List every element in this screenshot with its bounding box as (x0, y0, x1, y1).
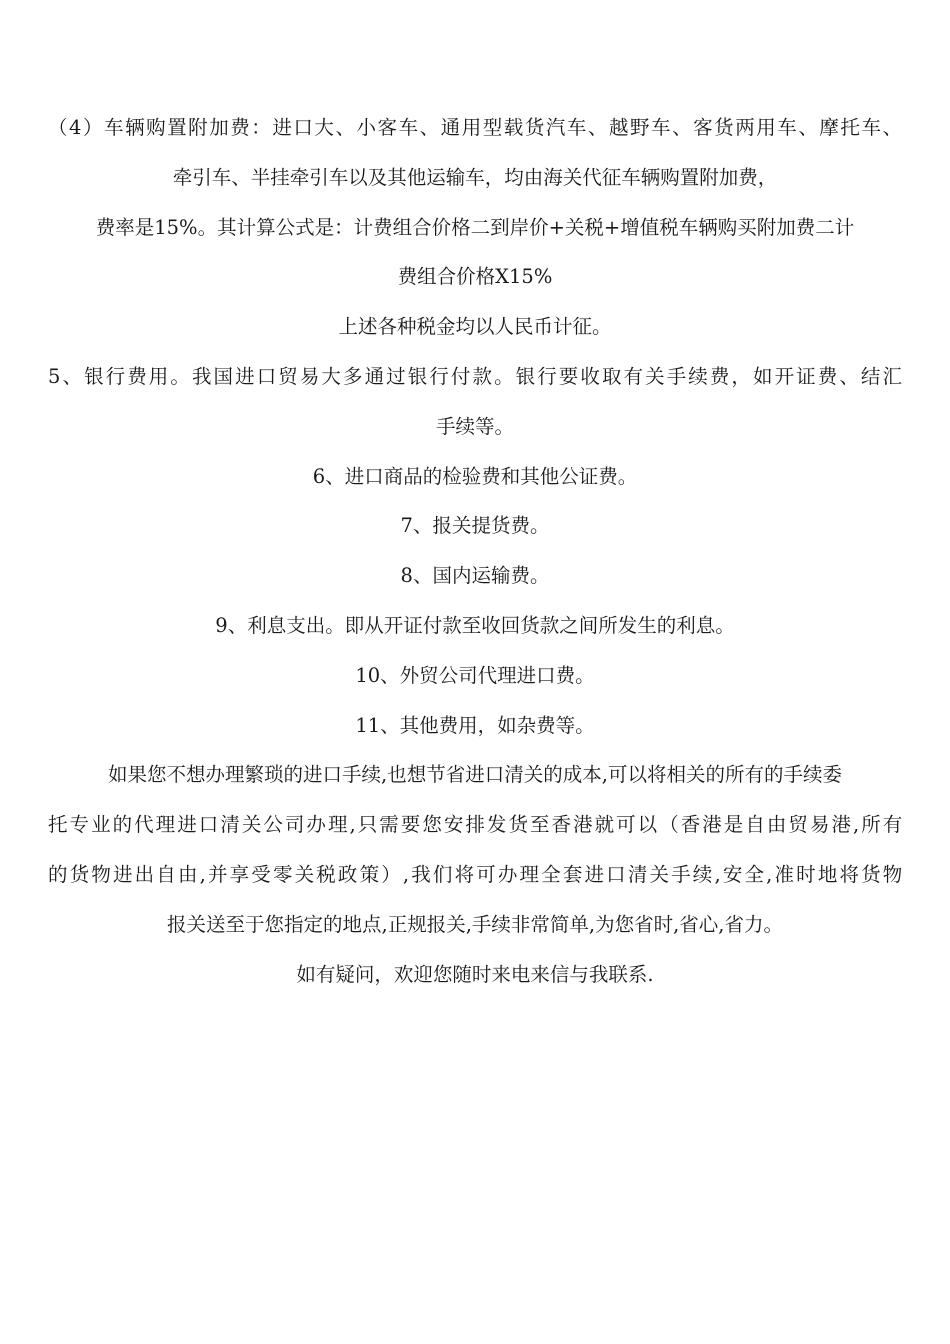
list-item: 11、其他费用，如杂费等。 (355, 713, 595, 737)
list-item: 6、进口商品的检验费和其他公证费。 (312, 464, 638, 488)
paragraph-line: 如果您不想办理繁琐的进口手续,也想节省进口清关的成本,可以将相关的所有的手续委 (108, 763, 842, 787)
list-item: 8、国内运输费。 (400, 564, 550, 588)
paragraph-line: （4）车辆购置附加费：进口大、小客车、通用型载货汽车、越野车、客货两用车、摩托车、 (48, 116, 902, 139)
list-item: 7、报关提货费。 (400, 514, 550, 538)
paragraph-line: 上述各种税金均以人民币计征。 (338, 315, 612, 339)
list-item: 9、利息支出。即从开证付款至收回货款之间所发生的利息。 (215, 613, 735, 637)
paragraph-line: 托专业的代理进口清关公司办理,只需要您安排发货至香港就可以（香港是自由贸易港,所有 (48, 813, 902, 837)
paragraph-line: 费组合价格X15% (397, 265, 553, 289)
paragraph-line: 的货物进出自由,并享受零关税政策）,我们将可办理全套进口清关手续,安全,准时地将货物 (48, 862, 902, 886)
paragraph-line: 报关送至于您指定的地点,正规报关,手续非常简单,为您省时,省心,省力。 (167, 912, 783, 936)
list-item: 10、外贸公司代理进口费。 (355, 663, 595, 687)
paragraph-line: 手续等。 (435, 414, 514, 438)
paragraph-line: 5、银行费用。我国进口贸易大多通过银行付款。银行要收取有关手续费，如开证费、结汇 (48, 364, 902, 388)
document-body (48, 103, 902, 999)
closing-line: 如有疑问，欢迎您随时来电来信与我联系. (296, 962, 654, 986)
paragraph-line: 费率是15%。其计算公式是：计费组合价格二到岸价+关税+增值税车辆购买附加费二计 (95, 215, 855, 239)
paragraph-line: 牵引车、半挂牵引车以及其他运输车，均由海关代征车辆购置附加费， (172, 165, 778, 189)
